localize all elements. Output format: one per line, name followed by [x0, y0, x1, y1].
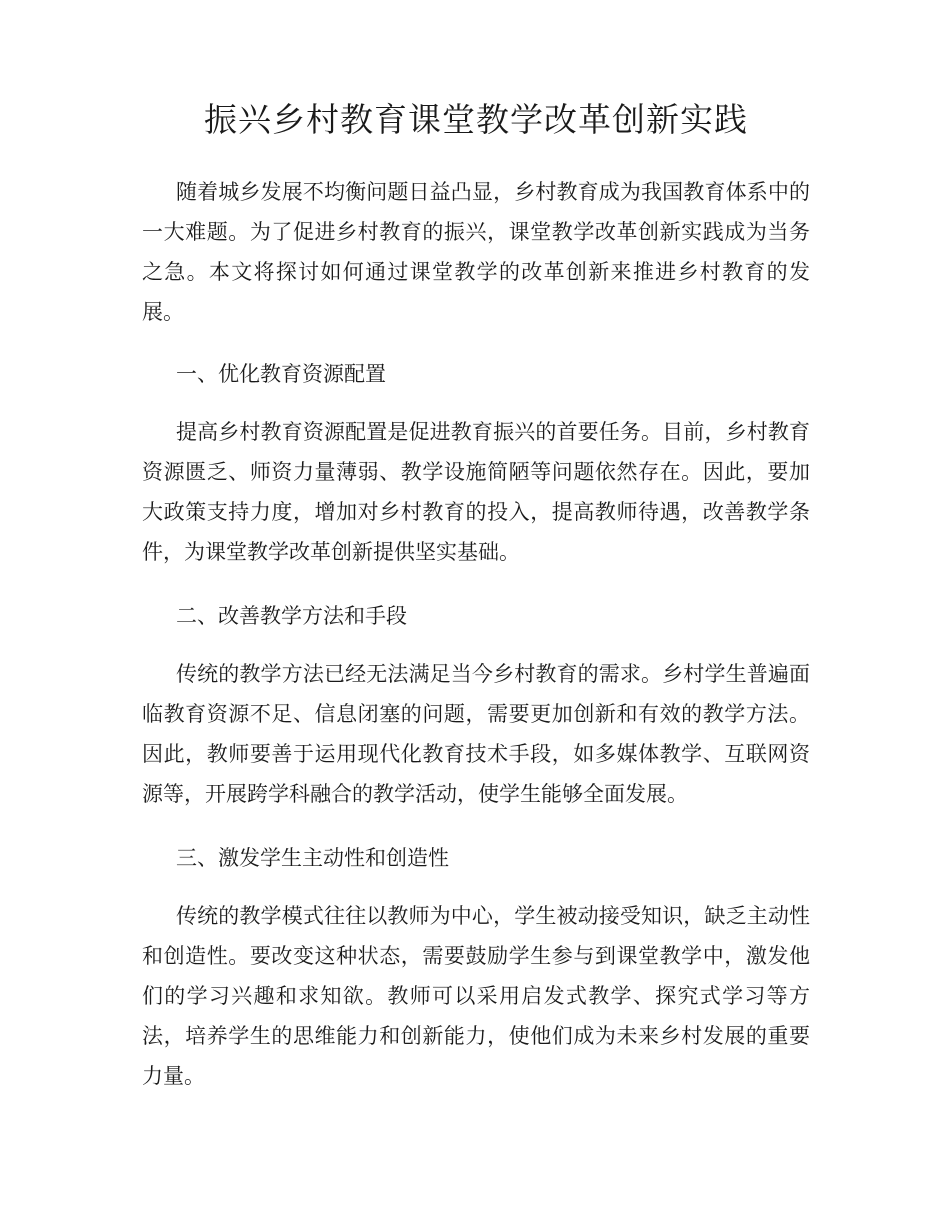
section-heading-2: 二、改善教学方法和手段 [176, 604, 407, 628]
section-body-3: 传统的教学模式往往以教师为中心，学生被动接受知识，缺乏主动性和创造性。要改变这种状态，需要鼓励学生参与到课堂教学中，激发他们的学习兴趣和求知欲。教师可以采用启发式教学、探究式学习等方法，培养学生的思维能力和创新能力，使他们成为未来乡村发展的重要力量。 [142, 904, 810, 1088]
intro-paragraph: 随着城乡发展不均衡问题日益凸显，乡村教育成为我国教育体系中的一大难题。为了促进乡村教育的振兴，课堂教学改革创新实践成为当务之急。本文将探讨如何通过课堂教学的改革创新来推进乡村教育的发展。 [142, 180, 810, 324]
section-body-2: 传统的教学方法已经无法满足当今乡村教育的需求。乡村学生普遍面临教育资源不足、信息闭塞的问题，需要更加创新和有效的教学方法。因此，教师要善于运用现代化教育技术手段，如多媒体教学、互联网资源等，开展跨学科融合的教学活动，使学生能够全面发展。 [142, 662, 810, 806]
section-heading-3: 三、激发学生主动性和创造性 [176, 846, 449, 870]
document-title: 振兴乡村教育课堂教学改革创新实践 [204, 100, 748, 139]
section-heading-1: 一、优化教育资源配置 [176, 362, 386, 386]
section-body-1: 提高乡村教育资源配置是促进教育振兴的首要任务。目前，乡村教育资源匮乏、师资力量薄弱、教学设施简陋等问题依然存在。因此，要加大政策支持力度，增加对乡村教育的投入，提高教师待遇，改善教学条件，为课堂教学改革创新提供坚实基础。 [142, 420, 810, 564]
